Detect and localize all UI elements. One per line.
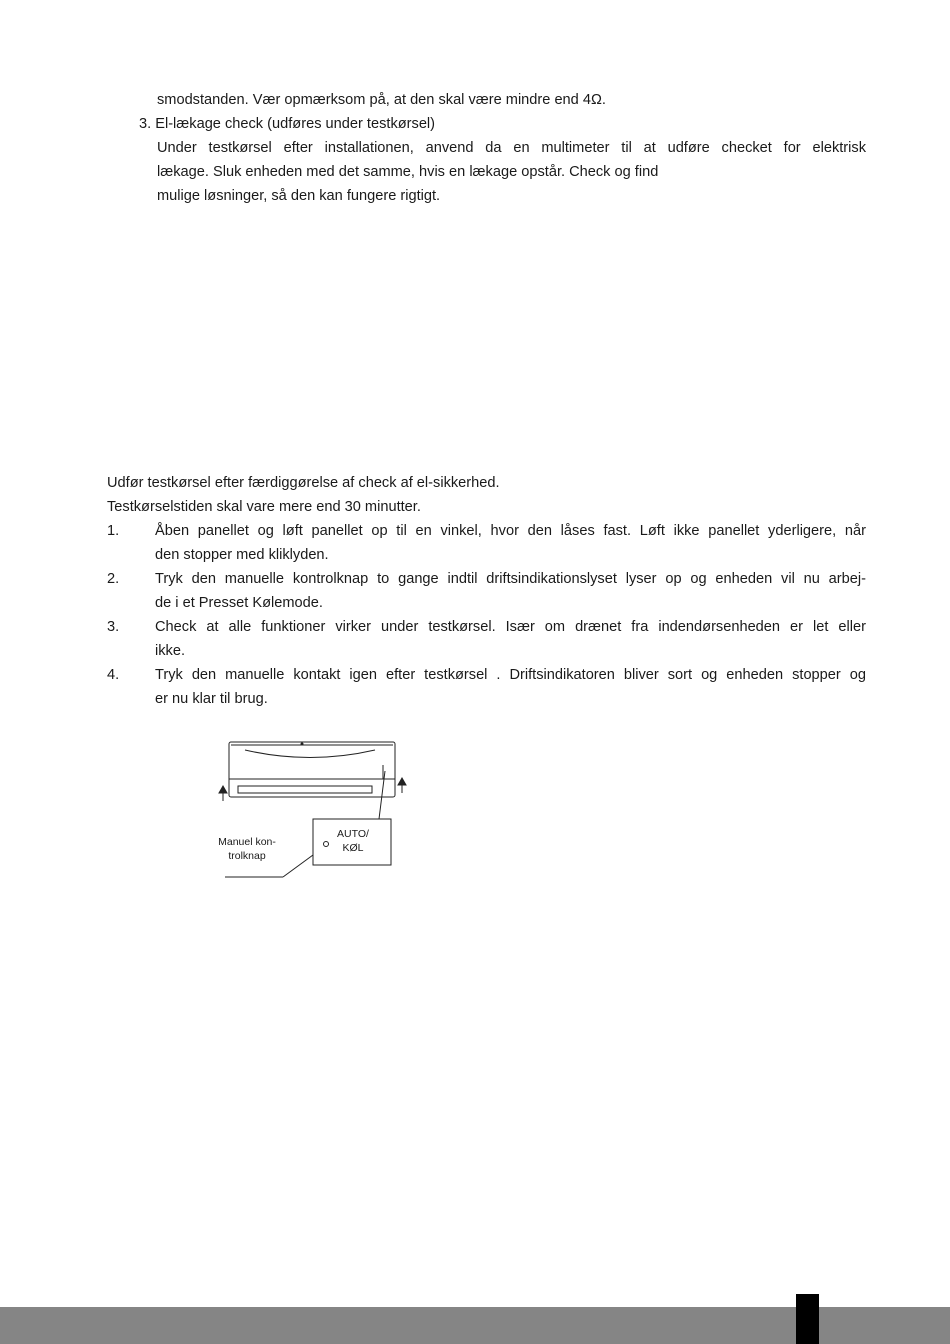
intro-line: Testkørselstiden skal vare mere end 30 minutter.: [107, 499, 421, 515]
manual-control-label-line-1: Manuel kon-: [218, 836, 276, 848]
paragraph-line: smodstanden. Vær opmærksom på, at den skal være mindre end 4Ω.: [157, 92, 606, 108]
auto-cool-label-line-1: AUTO/: [337, 828, 369, 840]
paragraph-line: mulige løsninger, så den kan fungere rigtigt.: [157, 188, 441, 204]
paragraph-line: Under testkørsel efter installationen, anvend da en multimeter til at udføre checket for elektrisk: [157, 140, 866, 156]
step-text: ikke.: [155, 643, 186, 659]
left-up-arrow-icon: [219, 786, 227, 793]
step-text: Tryk den manuelle kontakt igen efter testkørsel . Driftsindikatoren bliver sort og enheden stopper og: [155, 667, 866, 683]
paragraph-line: lækage. Sluk enheden med det samme, hvis en lækage opstår. Check og find: [157, 164, 659, 180]
step-number: 4.: [107, 667, 120, 683]
step-text: den stopper med kliklyden.: [155, 547, 329, 563]
button-indicator-icon: [324, 842, 329, 847]
step-text: Tryk den manuelle kontrolknap to gange indtil driftsindikationslyset lyser op og enheden vil nu arbej-: [155, 571, 866, 587]
step-number: 3.: [107, 619, 120, 635]
step-text: Check at alle funktioner virker under testkørsel. Især om drænet fra indendørsenheden er let eller: [155, 619, 866, 635]
section-heading: 3. El-lækage check (udføres under testkørsel): [139, 116, 436, 132]
step-number: 2.: [107, 571, 120, 587]
panel-curve: [245, 750, 375, 758]
leader-line: [379, 771, 385, 819]
step-text: Åben panellet og løft panellet op til en vinkel, hvor den låses fast. Løft ikke panellet yderligere, når: [155, 523, 866, 539]
step-number: 1.: [107, 523, 120, 539]
right-up-arrow-icon: [398, 778, 406, 785]
unit-body: [229, 742, 395, 797]
step-text: de i et Presset Kølemode.: [155, 595, 323, 611]
footer-page-tab: [796, 1294, 819, 1344]
manual-control-label-line-2: trolknap: [228, 850, 266, 862]
step-text: er nu klar til brug.: [155, 691, 268, 707]
air-outlet: [238, 786, 372, 793]
auto-cool-label-line-2: KØL: [342, 842, 364, 854]
top-dot: [301, 743, 303, 745]
indoor-unit-diagram: [205, 735, 415, 885]
intro-line: Udfør testkørsel efter færdiggørelse af check af el-sikkerhed.: [107, 475, 500, 491]
